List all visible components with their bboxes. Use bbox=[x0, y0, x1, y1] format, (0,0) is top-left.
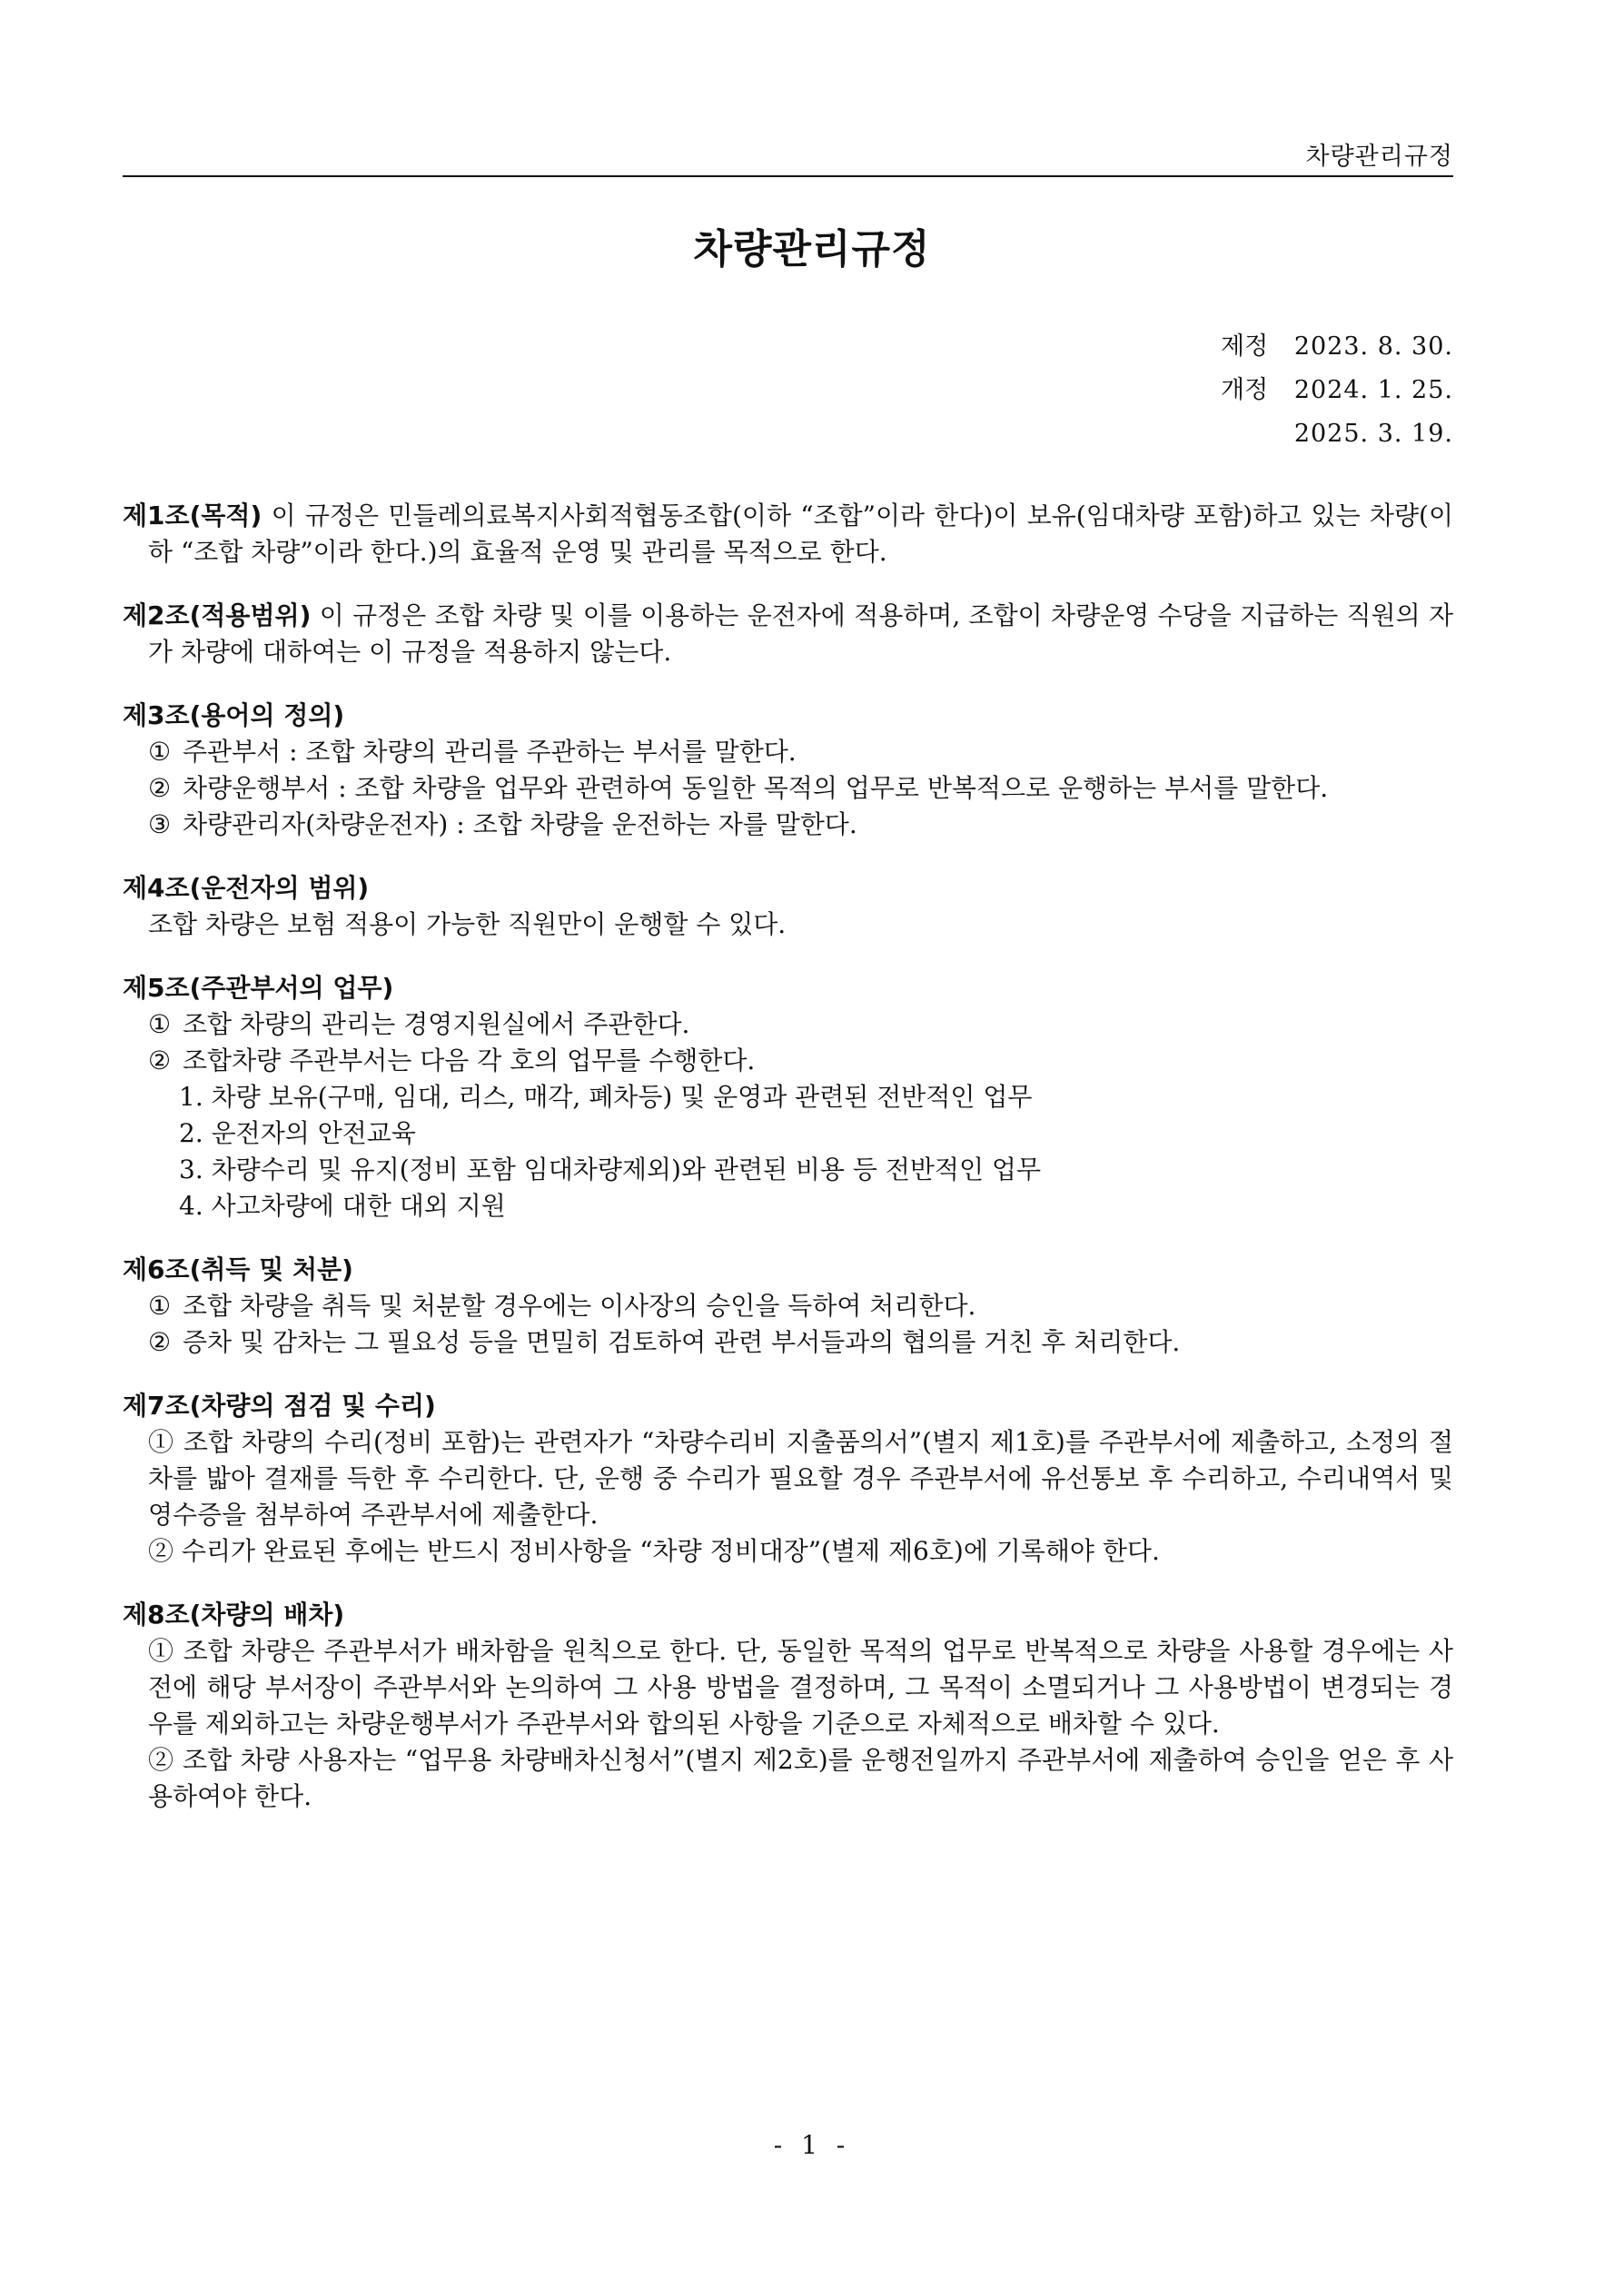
clause-text: 수리가 완료된 후에는 반드시 정비사항을 “차량 정비대장”(별제 제6호)에 기록해야 한다. bbox=[181, 1536, 1160, 1566]
clause-number: ① bbox=[148, 737, 172, 767]
history-row-amended bbox=[1221, 369, 1453, 412]
clause bbox=[123, 1533, 1453, 1570]
article-4 bbox=[123, 870, 1453, 943]
history-date: 2023. 8. 30. bbox=[1293, 332, 1453, 361]
revision-history bbox=[1221, 325, 1453, 456]
article-2-title: 제2조(적용범위) bbox=[123, 600, 312, 630]
history-row-enacted bbox=[1221, 325, 1453, 369]
article-5-title: 제5조(주관부서의 업무) bbox=[123, 973, 394, 1003]
clause-text: 차량관리자(차량운전자) : 조합 차량을 운전하는 자를 말한다. bbox=[183, 809, 857, 839]
article-3 bbox=[123, 698, 1453, 843]
page-number: - 1 - bbox=[773, 2130, 851, 2160]
history-label: 개정 bbox=[1221, 376, 1269, 404]
clause bbox=[123, 1324, 1453, 1361]
clause bbox=[123, 1006, 1453, 1043]
document-body bbox=[123, 498, 1453, 1842]
article-2-paragraph bbox=[123, 598, 1453, 670]
history-label bbox=[1221, 412, 1284, 456]
clause-number: ② bbox=[148, 773, 172, 803]
article-7 bbox=[123, 1388, 1453, 1570]
clause bbox=[123, 1742, 1453, 1815]
clause-number: ② bbox=[148, 1327, 172, 1357]
clause-text: 증차 및 감차는 그 필요성 등을 면밀히 검토하여 관련 부서들과의 협의를 거친 후 처리한다. bbox=[183, 1327, 1181, 1357]
clause-text: 조합 차량의 수리(정비 포함)는 관련자가 “차량수리비 지출품의서”(별지 제1호)를 주관부서에 제출하고, 소정의 절차를 밟아 결재를 득한 후 수리한다. 단, 운행 중 수리가 필요할 경우 주관부서에 유선통보 후 수리하고, 수리내역서 및 영수증을 첨부하여 주관부서에 제출한다. bbox=[148, 1427, 1453, 1530]
article-6-title: 제6조(취득 및 처분) bbox=[123, 1254, 353, 1284]
list-item: 3. 차량수리 및 유지(정비 포함 임대차량제외)와 관련된 비용 등 전반적인 업무 bbox=[179, 1154, 1042, 1184]
running-header: 차량관리규정 bbox=[1305, 143, 1453, 171]
clause-text: 조합 차량은 주관부서가 배차함을 원칙으로 한다. 단, 동일한 목적의 업무로 반복적으로 차량을 사용할 경우에는 사전에 해당 부서장이 주관부서와 논의하여 그 사용 방법을 결정하며, 그 목적이 소멸되거나 그 사용방법이 변경되는 경우를 제외하고는 차량운행부서가 주관부서와 합의된 사항을 기준으로 자체적으로 배차할 수 있다. bbox=[148, 1636, 1453, 1739]
article-8-title: 제8조(차량의 배차) bbox=[123, 1600, 345, 1630]
clause bbox=[123, 1633, 1453, 1742]
article-2-text: 이 규정은 조합 차량 및 이를 이용하는 운전자에 적용하며, 조합이 차량운영 수당을 지급하는 직원의 자가 차량에 대하여는 이 규정을 적용하지 않는다. bbox=[148, 600, 1453, 667]
clause-number: ① bbox=[148, 1009, 172, 1039]
clause bbox=[123, 1043, 1453, 1079]
clause bbox=[123, 1288, 1453, 1324]
document-title: 차량관리규정 bbox=[693, 226, 931, 272]
article-1-paragraph bbox=[123, 498, 1453, 570]
article-4-text: 조합 차량은 보험 적용이 가능한 직원만이 운행할 수 있다. bbox=[148, 909, 787, 939]
clause-number: ① bbox=[148, 1291, 172, 1321]
article-6 bbox=[123, 1252, 1453, 1361]
clause-text: 조합 차량 사용자는 “업무용 차량배차신청서”(별지 제2호)를 운행전일까지 주관부서에 제출하여 승인을 얻은 후 사용하여야 한다. bbox=[148, 1745, 1453, 1811]
clause-number: ② bbox=[148, 1745, 174, 1775]
clause bbox=[123, 770, 1453, 807]
clause-text: 조합 차량의 관리는 경영지원실에서 주관한다. bbox=[183, 1009, 690, 1039]
list-item: 2. 운전자의 안전교육 bbox=[179, 1118, 416, 1148]
article-2 bbox=[123, 598, 1453, 670]
clause bbox=[123, 1424, 1453, 1533]
article-4-title: 제4조(운전자의 범위) bbox=[123, 873, 370, 903]
article-1-title: 제1조(목적) bbox=[123, 500, 262, 530]
header-divider bbox=[123, 175, 1453, 177]
clause-text: 조합차량 주관부서는 다음 각 호의 업무를 수행한다. bbox=[183, 1045, 756, 1075]
list-item: 4. 사고차량에 대한 대외 지원 bbox=[179, 1191, 506, 1221]
clause-number: ① bbox=[148, 1636, 174, 1666]
article-5 bbox=[123, 970, 1453, 1224]
history-date: 2024. 1. 25. bbox=[1293, 376, 1453, 404]
list-item: 1. 차량 보유(구매, 임대, 리스, 매각, 폐차등) 및 운영과 관련된 전반적인 업무 bbox=[179, 1082, 1033, 1112]
clause-text: 조합 차량을 취득 및 처분할 경우에는 이사장의 승인을 득하여 처리한다. bbox=[183, 1291, 976, 1321]
article-3-title: 제3조(용어의 정의) bbox=[123, 700, 345, 730]
clause-number: ① bbox=[148, 1427, 175, 1457]
article-8 bbox=[123, 1597, 1453, 1815]
clause-text: 주관부서 : 조합 차량의 관리를 주관하는 부서를 말한다. bbox=[183, 737, 797, 767]
clause-number: ② bbox=[148, 1045, 172, 1075]
clause-number: ② bbox=[148, 1536, 174, 1566]
clause bbox=[123, 807, 1453, 843]
article-1 bbox=[123, 498, 1453, 570]
clause-text: 차량운행부서 : 조합 차량을 업무와 관련하여 동일한 목적의 업무로 반복적으로 운행하는 부서를 말한다. bbox=[183, 773, 1329, 803]
history-date: 2025. 3. 19. bbox=[1293, 420, 1453, 448]
history-label: 제정 bbox=[1221, 332, 1269, 361]
clause-number: ③ bbox=[148, 809, 172, 839]
clause bbox=[123, 734, 1453, 770]
history-row-amended-2 bbox=[1221, 412, 1453, 456]
article-1-text: 이 규정은 민들레의료복지사회적협동조합(이하 “조합”이라 한다)이 보유(임대차량 포함)하고 있는 차량(이하 “조합 차량”이라 한다.)의 효율적 운영 및 관리를 목적으로 한다. bbox=[148, 500, 1453, 567]
article-7-title: 제7조(차량의 점검 및 수리) bbox=[123, 1391, 436, 1421]
